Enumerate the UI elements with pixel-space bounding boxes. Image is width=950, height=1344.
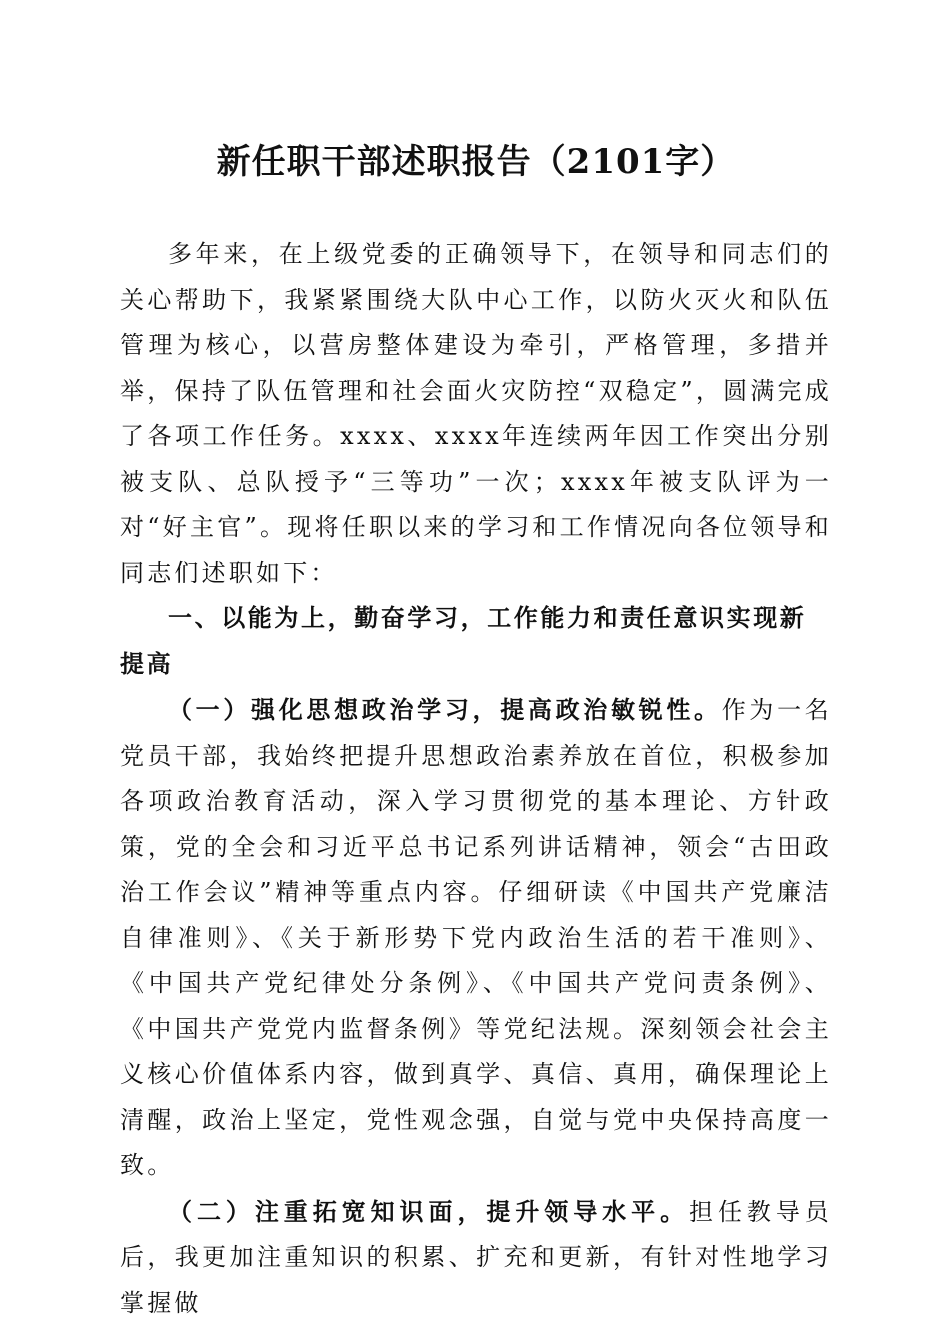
section-heading-1: 一、以能为上，勤奋学习，工作能力和责任意识实现新提高 [120, 604, 807, 678]
subsection-paragraph-1 [120, 687, 832, 1189]
subsection-body-1: 作为一名党员干部，我始终把提升思想政治素养放在首位，积极参加各项政治教育活动，深入学习贯彻党的基本理论、方针政策，党的全会和习近平总书记系列讲话精神，领会“古田政治工作会议”精神等重点内容。仔细研读《中国共产党廉洁自律准则》、《关于新形势下党内政治生活的若干准则》、《中国共产党纪律处分条例》、《中国共产党问责条例》、《中国共产党党内监督条例》等党纪法规。深刻领会社会主义核心价值体系内容，做到真学、真信、真用，确保理论上清醒，政治上坚定，党性观念强，自觉与党中央保持高度一致。 [120, 696, 832, 1179]
subsection-body-2: 担任教导员后，我更加注重知识的积累、扩充和更新，有针对性地学习掌握做 [120, 1197, 832, 1317]
subsection-title-1: （一）强化思想政治学习，提高政治敏锐性。 [168, 695, 722, 724]
document-page [120, 130, 832, 1326]
subsection-title-2: （二）注重拓宽知识面，提升领导水平。 [168, 1196, 690, 1226]
intro-paragraph: 多年来，在上级党委的正确领导下，在领导和同志们的关心帮助下，我紧紧围绕大队中心工作，以防火灭火和队伍管理为核心，以营房整体建设为牵引，严格管理，多措并举，保持了队伍管理和社会面火灾防控“双稳定”，圆满完成了各项工作任务。xxxx、xxxx年连续两年因工作突出分别被支队、总队授予“三等功”一次；xxxx年被支队评为一对“好主官”。现将任职以来的学习和工作情况向各位领导和同志们述职如下： [120, 240, 832, 587]
subsection-paragraph-2 [120, 1189, 832, 1327]
document-title: 新任职干部述职报告（2101字） [216, 142, 736, 182]
